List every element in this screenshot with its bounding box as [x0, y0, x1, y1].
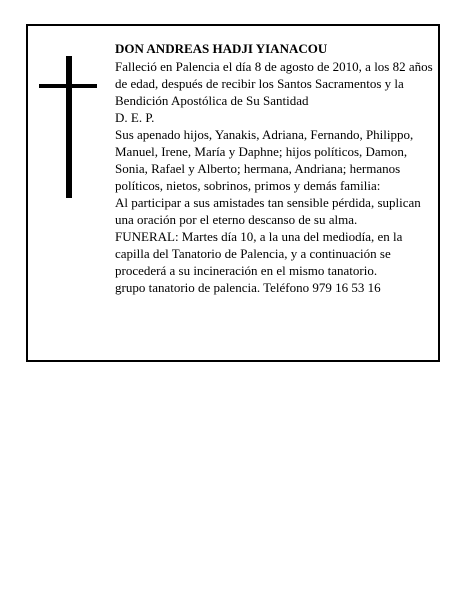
cross-vertical-bar: [66, 56, 72, 198]
family-list: Sus apenado hijos, Yanakis, Adriana, Fernando, Philippo, Manuel, Irene, María y Daphne; hijos políticos, Damon, Sonia, Rafael y Alberto; hermana, Andriana; hermanos políticos, nietos, sobrinos, primos y demás familia:: [115, 127, 414, 193]
funeral-home-contact: grupo tanatorio de palencia. Teléfono 979 16 53 16: [115, 280, 381, 295]
funeral-details: FUNERAL: Martes día 10, a la una del mediodía, en la capilla del Tanatorio de Palencia, y a continuación se procederá a su incineración en el mismo tanatorio.: [115, 229, 403, 278]
obituary-notice: [26, 24, 440, 362]
prayer-request: Al participar a sus amistades tan sensible pérdida, suplican una oración por el eterno descanso de su alma.: [115, 195, 421, 227]
cross-horizontal-bar: [39, 84, 97, 88]
obituary-text: [115, 40, 435, 296]
death-announcement: Falleció en Palencia el día 8 de agosto de 2010, a los 82 años de edad, después de recibir los Santos Sacramentos y la Bendición Apostólica de Su Santidad: [115, 59, 433, 108]
deceased-name: DON ANDREAS HADJI YIANACOU: [115, 41, 328, 56]
rest-in-peace: D. E. P.: [115, 110, 155, 125]
